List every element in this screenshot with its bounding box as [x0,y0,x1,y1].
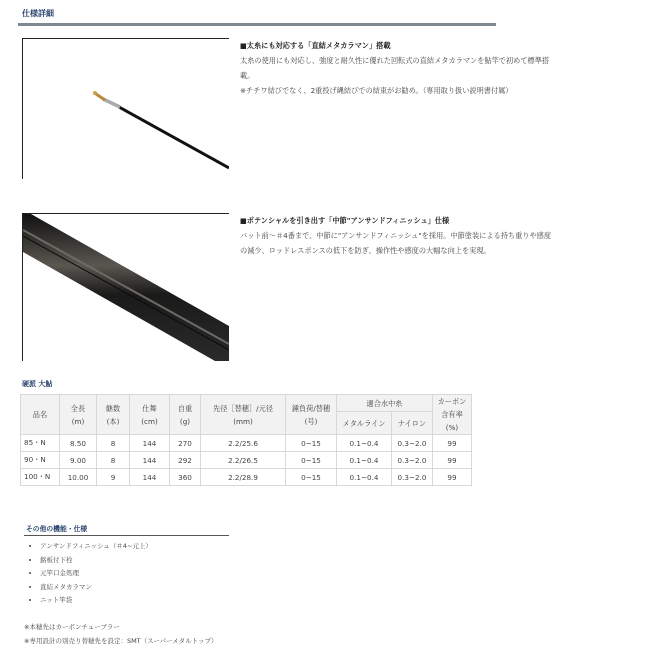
title-divider [18,23,496,26]
header-diameter: 先径［替穂］/元径 (mm) [201,395,286,435]
header-length: 全長 (m) [60,395,97,435]
feature-unsand-finish [240,213,650,258]
feature-metal-karaman [240,38,650,98]
header-sections: 継数 (本) [97,395,130,435]
cell-closed: 144 [130,469,170,486]
list-item: • 直結メタカラマン [40,581,152,595]
cell-sections: 8 [97,435,130,452]
table-caption: 硬派 大鮎 [22,380,53,388]
cell-sinker: 0~15 [286,435,337,452]
rod-tip-illustration-icon [23,39,229,179]
header-metal-line: メタルライン [337,412,392,435]
cell-diameter: 2.2/26.5 [201,452,286,469]
cell-diameter: 2.2/28.9 [201,469,286,486]
cell-length: 9.00 [60,452,97,469]
feature-heading: ■ポテンシャルを引き出す「中節"アンサンドフィニッシュ」仕様 [240,216,450,225]
feature-text: 載。 [240,71,255,80]
cell-carbon: 99 [433,469,472,486]
table-row [21,435,472,452]
note: ※本穂先はカーボンチューブラー [24,623,120,631]
header-sinker: 錘負荷/替穂 (号) [286,395,337,435]
notes [24,620,218,648]
table-row [21,452,472,469]
rod-blank-illustration-icon [23,214,229,361]
header-carbon: カーボン 含有率 (%) [433,395,472,435]
other-features-title: その他の機能・仕様 [26,525,88,533]
header-line-group: 適合水中糸 [337,395,433,412]
cell-nylon: 0.3~2.0 [392,435,433,452]
feature-text: バット前～＃4番まで、中節に"アンサンドフィニッシュ"を採用。中節塗装による持ち重りや感度 [240,231,552,240]
header-weight: 自重 (g) [170,395,201,435]
other-features-divider [24,535,229,536]
cell-name: 85・N [21,435,60,452]
cell-weight: 292 [170,452,201,469]
cell-weight: 270 [170,435,201,452]
feature-text: ※チチワ結びでなく、2重投げ縄結びでの結束がお勧め。（専用取り扱い説明書付属） [240,86,513,95]
header-name: 品名 [21,395,60,435]
rod-blank-closeup-image [22,213,229,361]
cell-sections: 8 [97,452,130,469]
cell-closed: 144 [130,435,170,452]
cell-weight: 360 [170,469,201,486]
note: ※専用設計の別売り替穂先を設定：SMT（スーパーメタルトップ） [24,637,218,645]
section-title: 仕様詳細 [22,9,54,18]
cell-name: 100・N [21,469,60,486]
feature-text: 太糸の使用にも対応し、強度と耐久性に優れた回転式の直結メタカラマンを鮎竿で初めて標準搭 [240,56,550,65]
cell-length: 8.50 [60,435,97,452]
list-item: • アンサンドフィニッシュ（＃4~元上） [40,540,152,554]
cell-nylon: 0.3~2.0 [392,469,433,486]
cell-nylon: 0.3~2.0 [392,452,433,469]
table-row [21,469,472,486]
list-item: • 銘板付下栓 [40,554,152,568]
list-item: • 元竿口金処理 [40,567,152,581]
metal-tip-rod-image [22,38,229,179]
cell-sections: 9 [97,469,130,486]
cell-carbon: 99 [433,435,472,452]
cell-carbon: 99 [433,452,472,469]
list-item: • ニット竿袋 [40,594,152,608]
other-features-list [30,540,152,608]
cell-metal-line: 0.1~0.4 [337,435,392,452]
cell-name: 90・N [21,452,60,469]
feature-heading: ■太糸にも対応する「直結メタカラマン」搭載 [240,41,391,50]
cell-length: 10.00 [60,469,97,486]
feature-text: の減少、ロッドレスポンスの低下を防ぎ、操作性や感度の大幅な向上を実現。 [240,246,491,255]
header-nylon: ナイロン [392,412,433,435]
header-closed: 仕舞 (cm) [130,395,170,435]
cell-diameter: 2.2/25.6 [201,435,286,452]
cell-sinker: 0~15 [286,452,337,469]
spec-table [20,394,472,486]
cell-sinker: 0~15 [286,469,337,486]
cell-metal-line: 0.1~0.4 [337,452,392,469]
cell-metal-line: 0.1~0.4 [337,469,392,486]
cell-closed: 144 [130,452,170,469]
